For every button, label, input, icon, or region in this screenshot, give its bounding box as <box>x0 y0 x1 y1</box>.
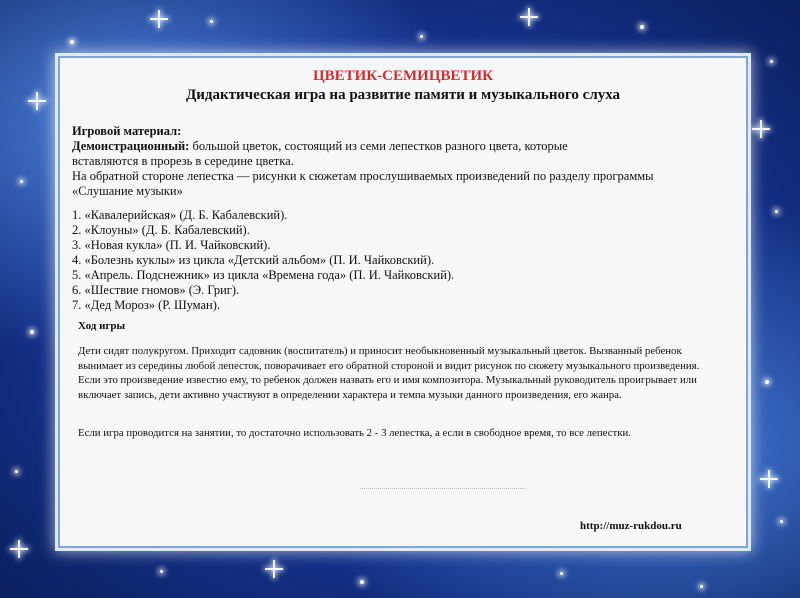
demo-line <box>72 139 726 154</box>
back-text-cont: «Слушание музыки» <box>72 184 183 198</box>
demo-text-cont: вставляются в прорезь в середине цветка. <box>72 154 294 168</box>
site-url[interactable]: http://muz-rukdou.ru <box>580 520 682 532</box>
page-subtitle: Дидактическая игра на развитие памяти и музыкального слуха <box>185 87 621 103</box>
divider <box>360 488 525 489</box>
list-item: 7. «Дед Мороз» (Р. Шуман). <box>72 298 221 312</box>
list-item: 5. «Апрель. Подснежник» из цикла «Времена года» (П. И. Чайковский). <box>72 268 455 282</box>
demo-text: большой цветок, состоящий из семи лепестков разного цвета, которые <box>189 139 568 153</box>
game-description: Дети сидят полукругом. Приходит садовник (воспитатель) и приносит необыкновенный музыкальный цветок. Вызванный ребенок вынимает из середины любой лепесток, поворачивает его обратной стороной и видит рисунок по сюжету музыкального произведения. Если это произведение известно ему, то ребенок должен назвать его и имя композитора. Музыкальный руководитель проигрывает или включает запись, дети активно участвуют в определении характера и темпа музыки данного произведения, его жанра. <box>78 345 700 401</box>
demo-label: Демонстрационный: <box>72 139 190 153</box>
page-title: ЦВЕТИК-СЕМИЦВЕТИК <box>312 68 494 84</box>
game-note: Если игра проводится на занятии, то достаточно использовать 2 - 3 лепестка, а если в свободное время, то все лепестки. <box>78 427 631 439</box>
pieces-list <box>72 208 726 313</box>
material-heading: Игровой материал: <box>72 124 182 138</box>
list-item: 3. «Новая кукла» (П. И. Чайковский). <box>72 238 271 252</box>
list-item: 6. «Шествие гномов» (Э. Григ). <box>72 283 240 297</box>
game-heading: Ход игры <box>78 320 126 332</box>
content-card <box>58 56 748 548</box>
back-text: На обратной стороне лепестка — рисунки к сюжетам прослушиваемых произведений по разделу программы <box>72 169 654 183</box>
list-item: 2. «Клоуны» (Д. Б. Кабалевский). <box>72 223 250 237</box>
list-item: 1. «Кавалерийская» (Д. Б. Кабалевский). <box>72 208 288 222</box>
material-section <box>72 124 726 199</box>
list-item: 4. «Болезнь куклы» из цикла «Детский альбом» (П. И. Чайковский). <box>72 253 435 267</box>
